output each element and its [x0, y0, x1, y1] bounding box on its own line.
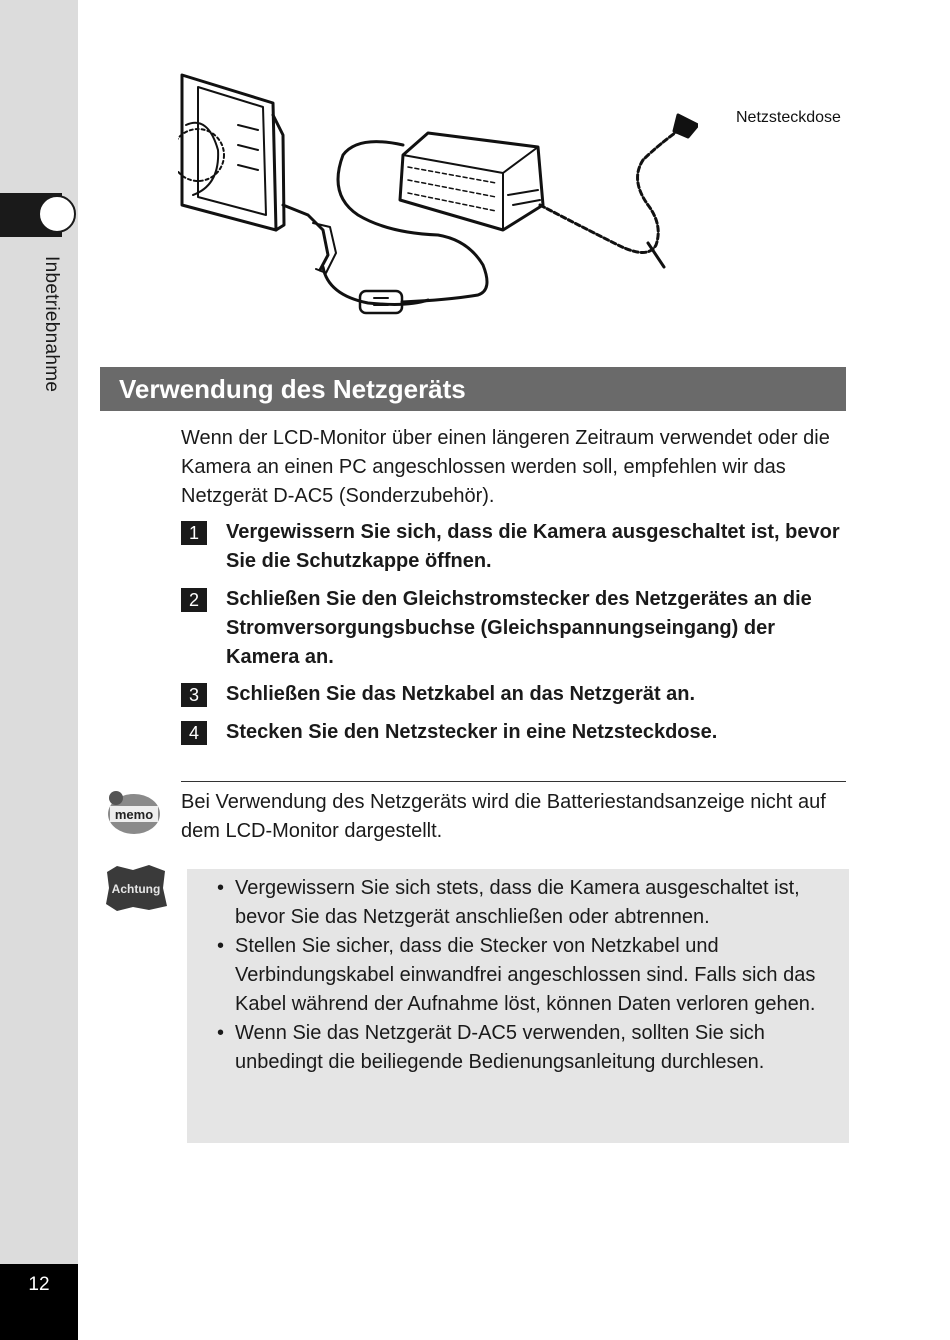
- step-text: Stecken Sie den Netzstecker in eine Netzsteckdose.: [226, 721, 718, 743]
- caution-item: • Wenn Sie das Netzgerät D-AC5 verwenden, sollten Sie sich unbedingt die beiliegende Bedienungsanleitung durchlesen.: [213, 1019, 833, 1077]
- chapter-tab-circle: [38, 195, 76, 233]
- socket-label: Netzsteckdose: [736, 109, 841, 126]
- ac-cable-drawing: [540, 115, 698, 267]
- page-number: 12: [28, 1274, 50, 1295]
- caution-list: [213, 874, 833, 1077]
- step-text: Vergewissern Sie sich, dass die Kamera ausgeschaltet ist, bevor Sie die Schutzkappe öffnen.: [226, 521, 840, 572]
- adapter-drawing: [400, 133, 543, 230]
- caution-icon-label: Achtung: [111, 882, 161, 896]
- section-title: Verwendung des Netzgeräts: [119, 374, 466, 404]
- caution-item: • Vergewissern Sie sich stets, dass die Kamera ausgeschaltet ist, bevor Sie das Netzgerät anschließen oder abtrennen.: [213, 874, 833, 932]
- step-number: 2: [181, 588, 207, 612]
- memo-icon-label: memo: [114, 807, 154, 822]
- intro-paragraph: Wenn der LCD-Monitor über einen längeren Zeitraum verwendet oder die Kamera an einen PC angeschlossen werden soll, empfehlen wir das Netzgerät D-AC5 (Sonderzubehör).: [181, 427, 830, 507]
- caution-item: • Stellen Sie sicher, dass die Stecker von Netzkabel und Verbindungskabel einwandfrei angeschlossen sind. Falls sich das Kabel während der Aufnahme löst, können Daten verloren gehen.: [213, 932, 833, 1019]
- caution-icon: [103, 862, 169, 914]
- memo-divider: [181, 781, 846, 782]
- chapter-label: Inbetriebnahme: [41, 256, 62, 393]
- step-number: 4: [181, 721, 207, 745]
- step-text: Schließen Sie den Gleichstromstecker des Netzgerätes an die Stromversorgungsbuchse (Gleichspannungseingang) der Kamera an.: [226, 588, 812, 668]
- step-number: 3: [181, 683, 207, 707]
- ac-adapter-illustration: [178, 55, 698, 335]
- memo-icon: [104, 786, 162, 838]
- dc-plug-drawing: [283, 205, 336, 273]
- step-text: Schließen Sie das Netzkabel an das Netzgerät an.: [226, 683, 696, 705]
- camera-drawing: [178, 75, 284, 230]
- dc-cable-drawing: [323, 142, 487, 313]
- memo-text: Bei Verwendung des Netzgeräts wird die Batteriestandsanzeige nicht auf dem LCD-Monitor dargestellt.: [181, 791, 826, 842]
- step-number: 1: [181, 521, 207, 545]
